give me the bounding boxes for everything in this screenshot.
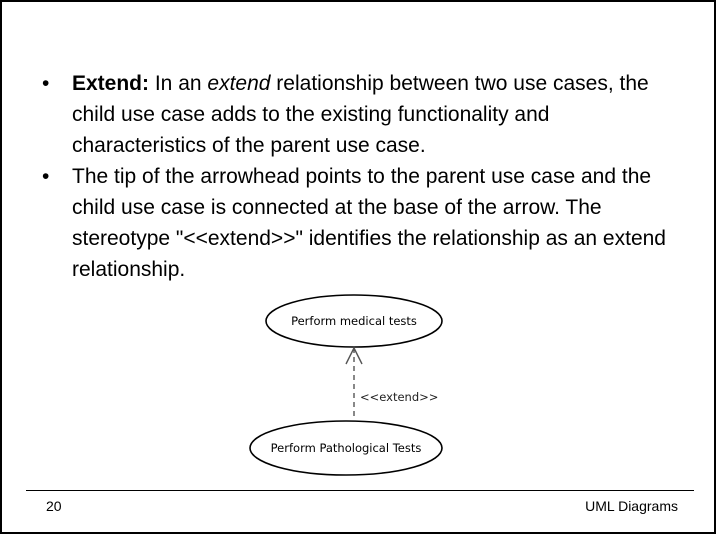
extend-emphasis: extend: [207, 72, 271, 95]
parent-use-case-label: Perform medical tests: [291, 314, 417, 328]
bullet-text-before: In an: [149, 72, 208, 95]
extend-use-case-diagram: [242, 284, 472, 484]
bullet-text-after: relationship between two use cases, the child use case adds to the existing functionality and characteristics of the parent use case.: [72, 72, 649, 157]
extend-stereotype-label: <<extend>>: [360, 390, 439, 404]
bullet-extend-definition: [26, 68, 676, 161]
slide-number: 20: [46, 498, 62, 514]
bullet-list: [26, 68, 676, 285]
child-use-case: [250, 421, 442, 475]
extend-relationship: [346, 348, 438, 420]
parent-use-case: [266, 295, 442, 347]
bullet-text: The tip of the arrowhead points to the parent use case and the child use case is connected at the base of the arrow. The stereotype "<<extend>>" identifies the relationship as an extend relationship.: [72, 165, 666, 281]
footer-title: UML Diagrams: [585, 498, 678, 514]
extend-term: Extend:: [72, 72, 150, 95]
child-use-case-label: Perform Pathological Tests: [270, 441, 422, 455]
bullet-marker: •: [42, 165, 50, 188]
footer-divider: [26, 490, 694, 491]
bullet-arrowhead-explanation: [26, 161, 676, 285]
bullet-marker: •: [42, 72, 50, 95]
